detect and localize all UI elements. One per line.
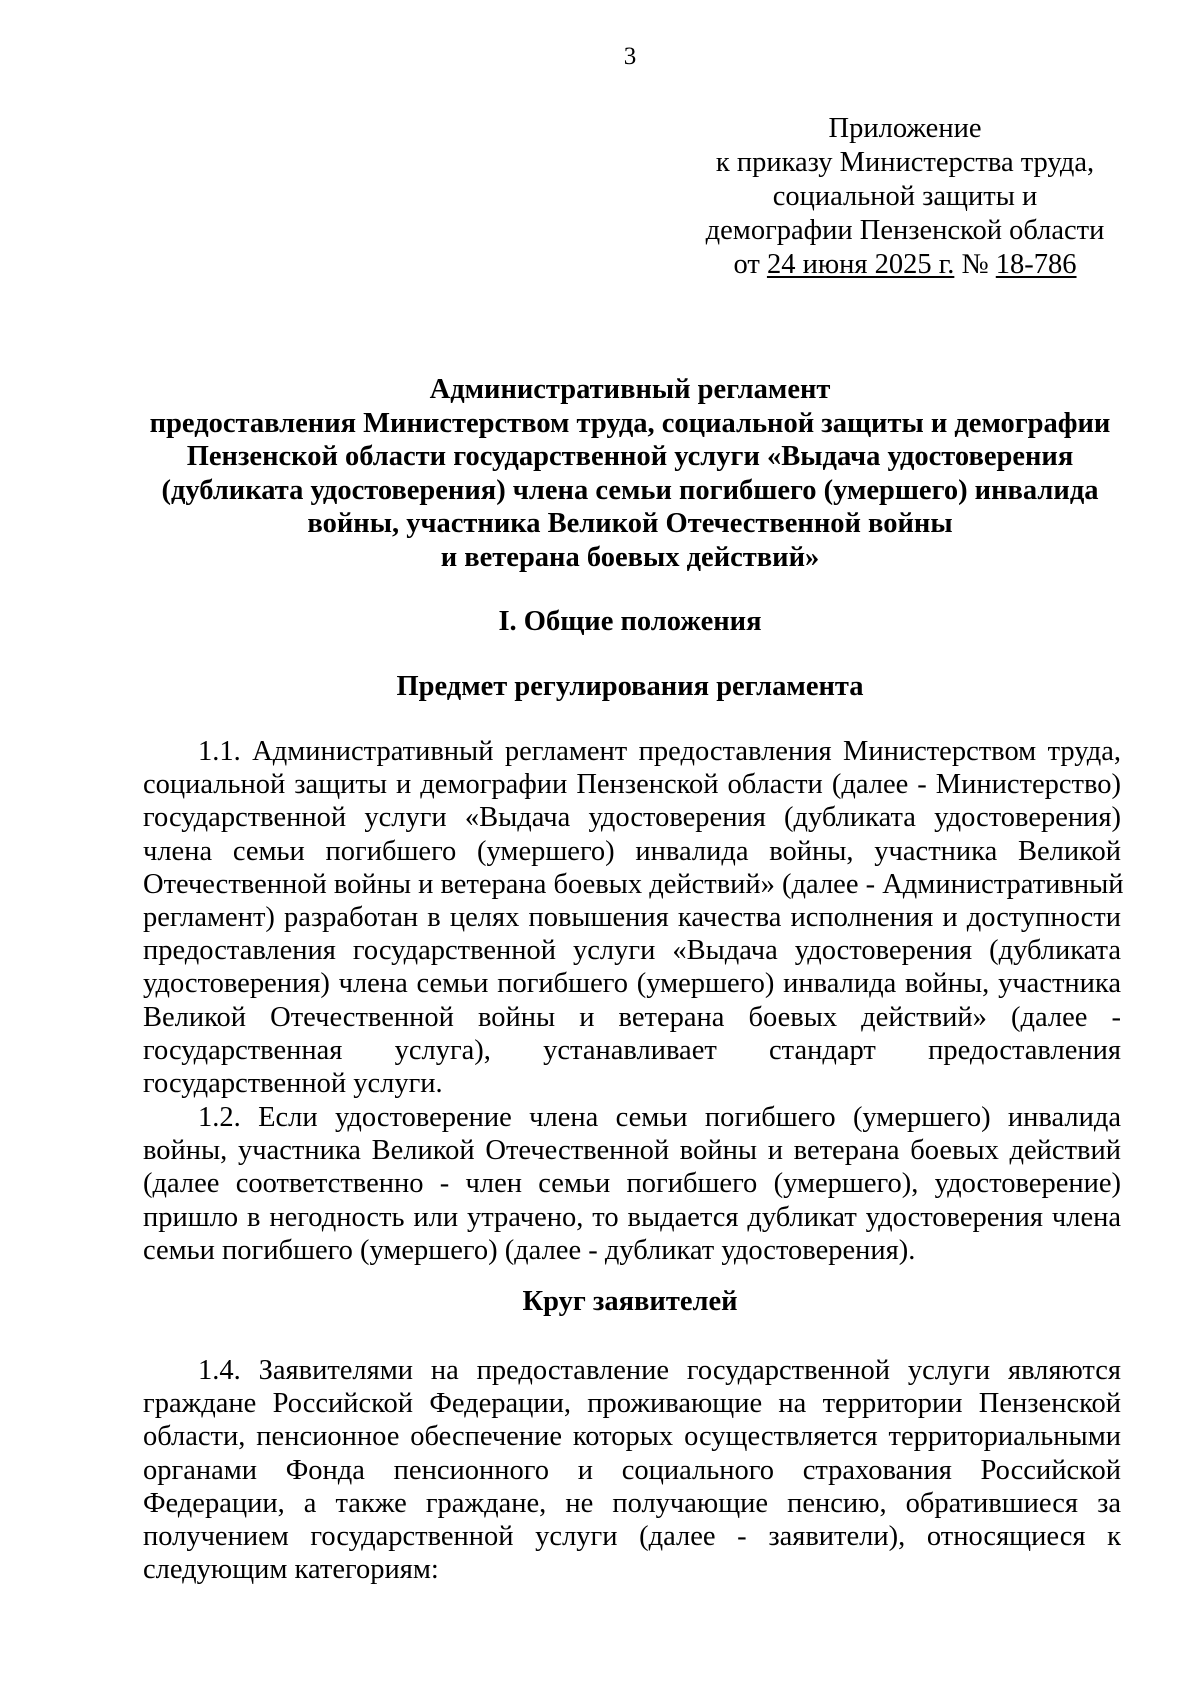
paragraph-line: области, пенсионное обеспечение которых осуществляется территориальными [143, 1421, 1121, 1453]
appendix-line: Приложение [828, 113, 982, 144]
appendix-block [680, 112, 1130, 282]
paragraph-line: получением государственной услуги (далее - заявители), относящиеся к [143, 1521, 1121, 1553]
appendix-date-line [680, 248, 1130, 282]
title-line: предоставления Министерством труда, социальной защиты и демографии [149, 407, 1111, 439]
paragraph-line: 1.4. Заявителями на предоставление государственной услуги являются [198, 1355, 1121, 1386]
paragraph-line: войны, участника Великой Отечественной войны и ветерана боевых действий [143, 1135, 1121, 1167]
applicants-heading: Круг заявителей [522, 1286, 738, 1317]
paragraph-line: Отечественной войны и ветерана боевых действий» (далее - Административный [143, 868, 1124, 900]
paragraph-line: семьи погибшего (умершего) (далее - дубликат удостоверения). [143, 1234, 916, 1266]
paragraph-line: 1.2. Если удостоверение члена семьи погибшего (умершего) инвалида [198, 1102, 1121, 1133]
date-prefix: от [733, 249, 767, 280]
title-line: войны, участника Великой Отечественной войны [307, 508, 953, 539]
page-number: 3 [623, 43, 637, 70]
paragraph-line: удостоверения) члена семьи погибшего (умершего) инвалида войны, участника [143, 968, 1121, 1000]
paragraph-line: Федерации, а также граждане, не получающие пенсию, обратившиеся за [143, 1487, 1121, 1519]
subject-heading: Предмет регулирования регламента [396, 671, 864, 702]
paragraph-line: государственной услуги. [143, 1068, 443, 1100]
appendix-line: к приказу Министерства труда, [715, 147, 1095, 178]
paragraph-line: государственная услуга), устанавливает стандарт предоставления [143, 1034, 1121, 1066]
paragraph-line: члена семьи погибшего (умершего) инвалида войны, участника Великой [143, 835, 1121, 867]
paragraph-line: предоставления государственной услуги «Выдача удостоверения (дубликата [143, 935, 1121, 967]
paragraph-line: социальной защиты и демографии Пензенской области (далее - Министерство) [143, 769, 1121, 801]
paragraph-1-2 [143, 1101, 1121, 1267]
title-line: и ветерана боевых действий» [440, 541, 820, 573]
paragraph-line: пришло в негодность или утрачено, то выдается дубликат удостоверения члена [143, 1201, 1121, 1233]
number-prefix: № [954, 249, 996, 280]
paragraph-1-1 [143, 735, 1124, 1100]
title-line: Административный регламент [429, 374, 831, 405]
title-line: Пензенской области государственной услуги «Выдача удостоверения [186, 441, 1074, 472]
paragraph-line: граждане Российской Федерации, проживающие на территории Пензенской [143, 1388, 1121, 1420]
appendix-line: социальной защиты и [772, 181, 1038, 212]
paragraph-line: Великой Отечественной войны и ветерана боевых действий» (далее - [143, 1001, 1121, 1033]
document-title [140, 373, 1120, 574]
paragraph-line: органами Фонда пенсионного и социального страхования Российской [143, 1454, 1121, 1486]
paragraph-line: следующим категориям: [143, 1554, 439, 1586]
order-date: 24 июня 2025 г. [766, 249, 955, 280]
paragraph-line: 1.1. Административный регламент предоставления Министерством труда, [198, 736, 1121, 767]
order-number: 18-786 [995, 249, 1077, 280]
paragraph-line: государственной услуги «Выдача удостоверения (дубликата удостоверения) [143, 802, 1121, 834]
paragraph-1-4 [143, 1354, 1121, 1586]
paragraph-line: (далее соответственно - член семьи погибшего (умершего), удостоверение) [143, 1168, 1121, 1200]
section-heading: I. Общие положения [498, 606, 762, 637]
title-line: (дубликата удостоверения) члена семьи погибшего (умершего) инвалида [161, 474, 1099, 506]
paragraph-line: регламент) разработан в целях повышения качества исполнения и доступности [143, 902, 1121, 934]
appendix-line: демографии Пензенской области [705, 215, 1105, 246]
